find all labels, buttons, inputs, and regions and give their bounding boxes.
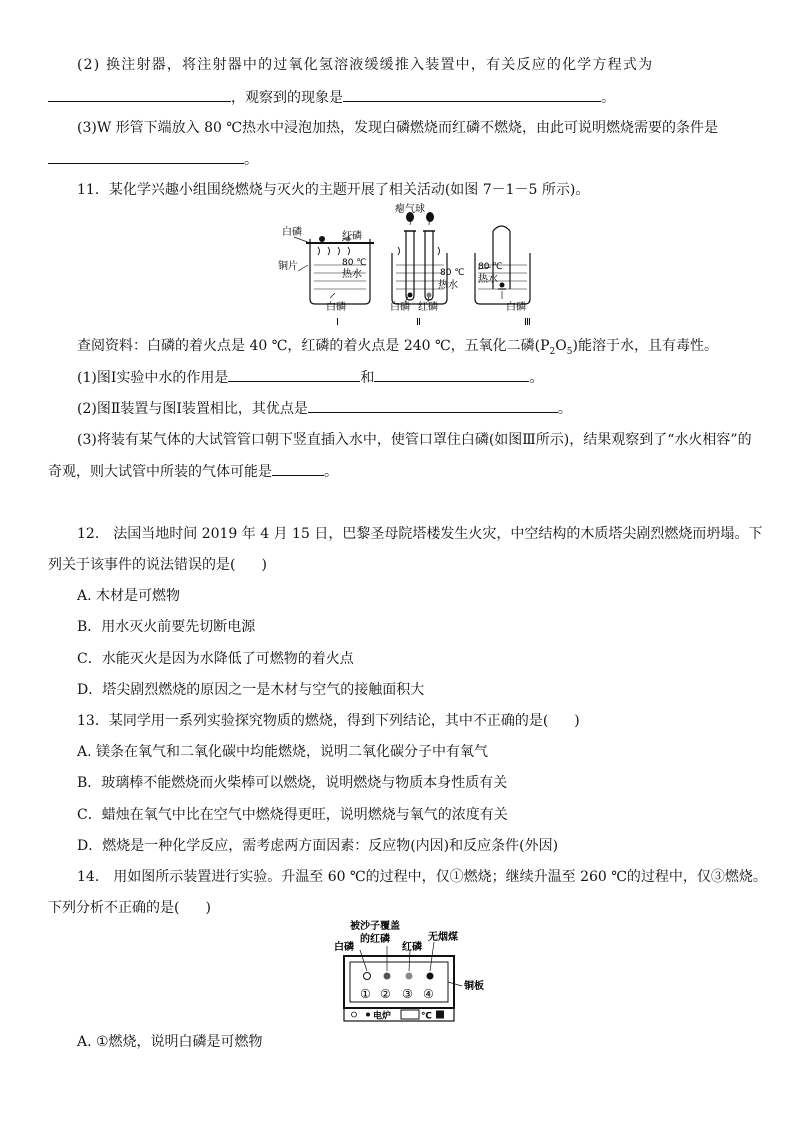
q11-figure [270, 203, 560, 330]
q11-part3-b: 。 [324, 464, 338, 480]
q11-part3-text: (3)将装有某气体的大试管管口朝下竖直插入水中，使管口罩住白磷(如图Ⅲ所示)，结果观察到了“水火相容”的 [77, 432, 752, 448]
fig1-label: Ⅰ [336, 317, 339, 328]
q13-option-c [77, 806, 508, 824]
q14-stem-b: ) [205, 900, 211, 916]
q10-part2-mid: ，观察到的现象是 [231, 90, 343, 106]
q11-part2 [77, 399, 572, 418]
fig2-water-label: 热水 [438, 280, 458, 291]
fig-sand-label-1: 被沙子覆盖 [350, 921, 400, 932]
q10-answer-blank-condition[interactable] [48, 150, 244, 164]
q13-option-d-text: D．燃烧是一种化学反应，需考虑两方面因素：反应物(内因)和反应条件(外因) [77, 838, 559, 854]
q12-option-c [77, 650, 354, 668]
q11-answer-blank-2[interactable] [374, 368, 529, 382]
q13-option-b-text: B．玻璃棒不能燃烧而火柴棒可以燃烧，说明燃烧与物质本身性质有关 [77, 775, 508, 791]
fig-unit-label: ℃ [421, 1011, 432, 1022]
fig2-water-temp: 80 ℃ [440, 268, 465, 278]
fig1-water-temp: 80 ℃ [342, 258, 367, 268]
q11-answer-blank-1[interactable] [228, 368, 360, 382]
q11-part1-b: 和 [360, 370, 375, 386]
fig-num-1: ① [360, 987, 371, 1001]
fig-num-3: ③ [402, 987, 413, 1001]
q14-figure [330, 920, 500, 1026]
q12-stem-line2 [48, 556, 267, 574]
q11-part3-line2 [48, 462, 338, 481]
q12-option-c-text: C．水能灭火是因为水降低了可燃物的着火点 [77, 651, 354, 667]
fig1-bottom-white-p: 白磷 [326, 302, 346, 313]
q11-part1-a: (1)图Ⅰ实验中水的作用是 [77, 370, 229, 386]
q11-info-sub2: 5 [566, 346, 573, 357]
fig-sand-label-2: 的红磷 [360, 934, 390, 945]
q10-answer-blank-phenomenon[interactable] [343, 88, 601, 102]
q12-option-a [77, 587, 180, 605]
q11-info-a: 查阅资料：白磷的着火点是 40 ℃，红磷的着火点是 240 ℃，五氧化二磷(P [77, 338, 550, 354]
q10-part3-end: 。 [244, 152, 258, 168]
q11-stem-text: 11．某化学兴趣小组围绕燃烧与灭火的主题开展了相关活动(如图 7－1－5 所示)。 [77, 182, 590, 198]
fig1-red-p-label: 红磷 [342, 231, 362, 242]
fig2-label: Ⅱ [416, 317, 421, 328]
fig-white-p-label: 白磷 [334, 942, 354, 953]
q12-option-d-text: D．塔尖剧烈燃烧的原因之一是木材与空气的接触面积大 [77, 682, 425, 698]
q13-option-a-text: A. 镁条在氧气和二氧化碳中均能燃烧，说明二氧化碳分子中有氧气 [77, 744, 489, 760]
q12-option-b-text: B．用水灭火前要先切断电源 [77, 619, 256, 635]
q11-info-b: )能溶于水，且有毒性。 [572, 338, 718, 354]
q12-stem-text: 12． 法国当地时间 2019 年 4 月 15 日，巴黎圣母院塔楼发生火灾，中空结构的木质塔尖剧烈燃烧而坍塌。下 [77, 526, 763, 542]
fig2-balloon-label: 瘪气球 [395, 204, 425, 215]
q12-option-b [77, 618, 255, 636]
q14-stem-text: 14． 用如图所示装置进行实验。升温至 60 ℃的过程中，仅①燃烧；继续升温至 260 ℃的过程中，仅③燃烧。 [77, 869, 767, 885]
fig3-water-label: 热水 [478, 274, 498, 285]
fig-num-2: ② [380, 987, 391, 1001]
q10-part3-line1 [77, 119, 718, 137]
fig-plate-label: 铜板 [464, 981, 484, 992]
q14-stem-a: 下列分析不正确的是( [48, 900, 180, 916]
q10-part2-text: (2) 换注射器，将注射器中的过氧化氢溶液缓缓推入装置中，有关反应的化学方程式为 [77, 57, 654, 73]
q12-stem-b: ) [261, 557, 267, 573]
q14-option-a-text: A. ①燃烧，说明白磷是可燃物 [77, 1034, 263, 1050]
q11-part2-b: 。 [557, 401, 572, 417]
q11-info-o: O [555, 338, 567, 354]
fig2-red-p-label: 红磷 [418, 302, 438, 313]
fig3-water-temp: 80 ℃ [478, 262, 503, 272]
q10-part3-text: (3)W 形管下端放入 80 ℃热水中浸泡加热，发现白磷燃烧而红磷不燃烧，由此可说明燃烧需要的条件是 [77, 120, 719, 136]
q12-option-a-text: A. 木材是可燃物 [77, 588, 181, 604]
q14-option-a [77, 1033, 263, 1051]
q13-option-b [77, 774, 507, 792]
q14-stem-line2 [48, 899, 211, 917]
q13-option-c-text: C．蜡烛在氧气中比在空气中燃烧得更旺，说明燃烧与氧气的浓度有关 [77, 807, 508, 823]
q11-answer-blank-4[interactable] [272, 462, 324, 476]
q11-answer-blank-3[interactable] [308, 399, 558, 413]
q13-stem [77, 712, 580, 730]
q10-answer-blank-equation[interactable] [48, 88, 231, 102]
fig-num-4: ④ [423, 987, 434, 1001]
q10-part2-line1 [77, 56, 653, 74]
q12-stem-a: 列关于该事件的说法错误的是( [48, 557, 236, 573]
fig1-white-p-label: 白磷 [282, 227, 302, 238]
fig-coal-label: 无烟煤 [428, 932, 458, 943]
q13-stem-b: ) [574, 713, 580, 729]
fig2-white-p-label: 白磷 [390, 302, 410, 313]
q13-option-d [77, 837, 558, 855]
fig3-label: Ⅲ [524, 317, 531, 328]
q11-part3-line1 [77, 431, 752, 449]
q11-part3-a: 奇观，则大试管中所装的气体可能是 [48, 464, 272, 480]
q14-stem-line1 [77, 868, 767, 886]
q11-info [77, 337, 718, 361]
q11-part1-c: 。 [529, 370, 544, 386]
q11-part1 [77, 368, 543, 387]
fig3-white-p-label: 白磷 [506, 302, 526, 313]
q12-option-d [77, 681, 424, 699]
q10-part2-end: 。 [601, 90, 615, 106]
q13-stem-a: 13．某同学用一系列实验探究物质的燃烧，得到下列结论，其中不正确的是( [77, 713, 549, 729]
q11-stem [77, 181, 589, 199]
q13-option-a [77, 743, 488, 761]
q11-info-sub1: 2 [549, 346, 556, 357]
q12-stem-line1 [77, 525, 762, 543]
fig-red-p-label: 红磷 [402, 942, 422, 953]
fig-stove-label: 电炉 [373, 1011, 392, 1022]
q10-part2-line2 [48, 88, 615, 107]
q10-part3-line2 [48, 150, 258, 169]
fig1-water-label: 热水 [342, 269, 362, 280]
fig1-copper-label: 铜片 [278, 261, 298, 272]
q11-part2-a: (2)图Ⅱ装置与图Ⅰ装置相比，其优点是 [77, 401, 308, 417]
